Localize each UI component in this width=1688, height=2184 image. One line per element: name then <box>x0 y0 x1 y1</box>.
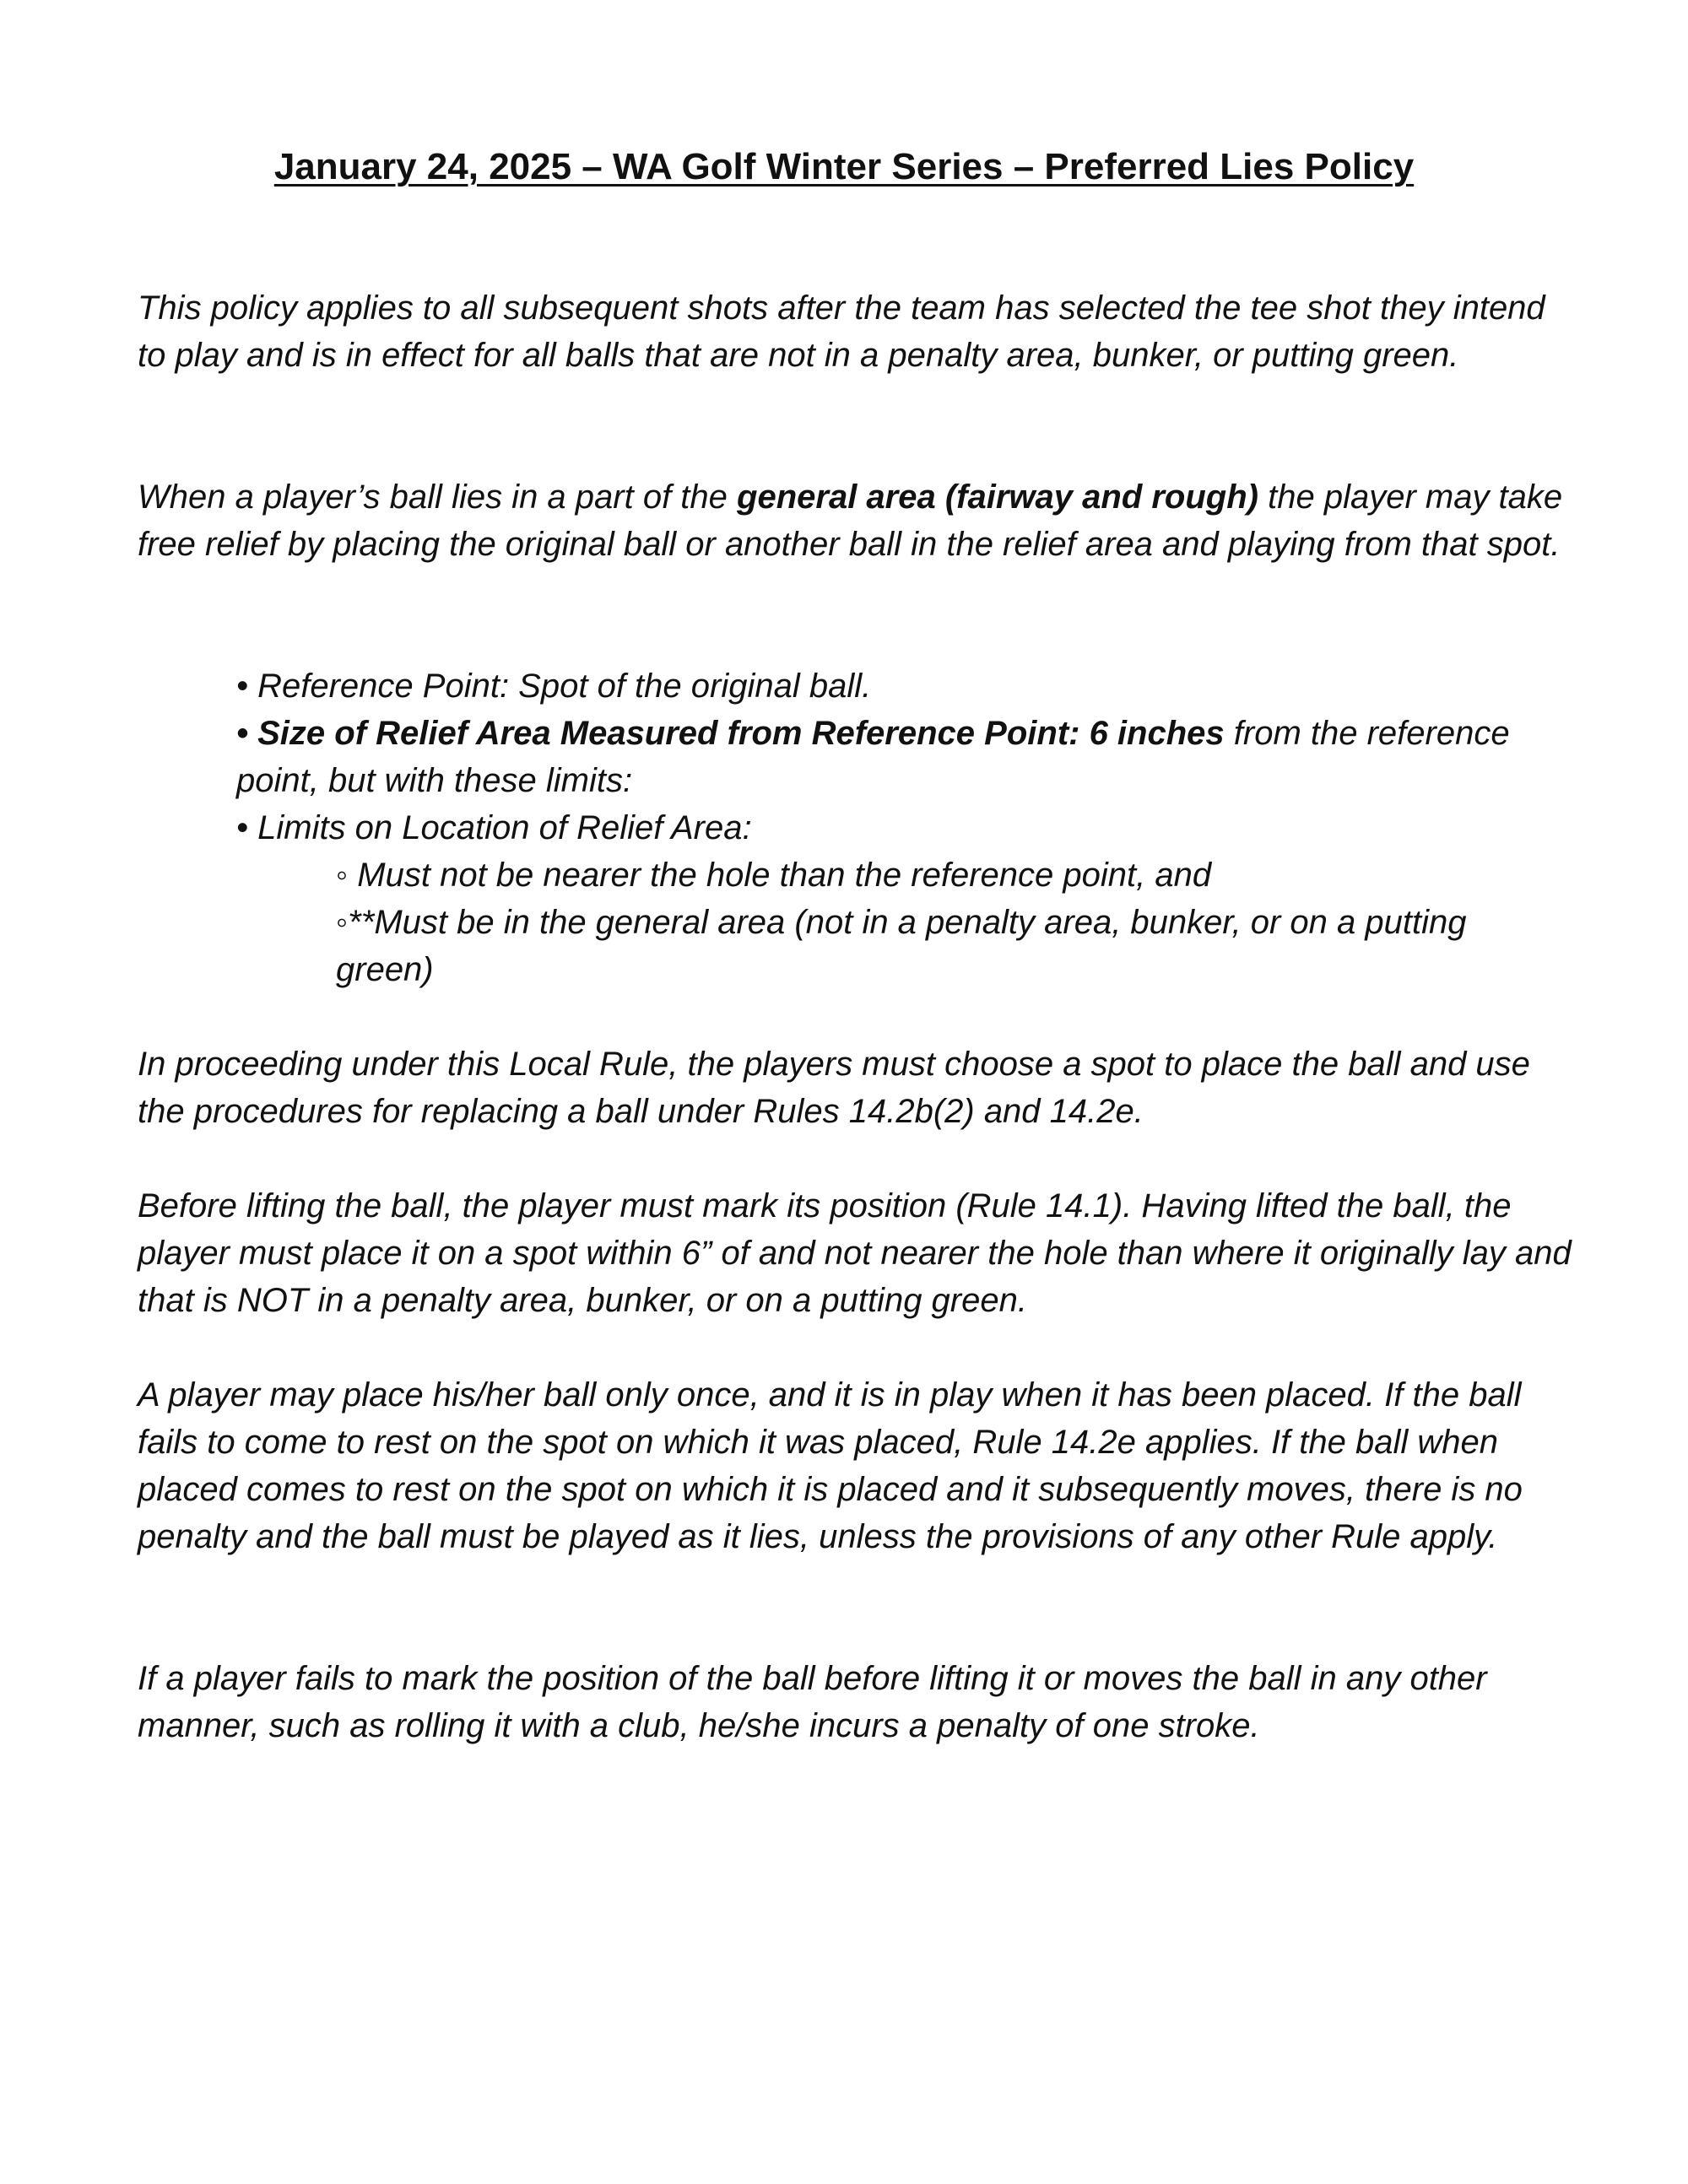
paragraph-mark-position: Before lifting the ball, the player must mark its position (Rule 14.1). Having lifted the ball, the player must place it on a spot within 6” of and not nearer the hole than where it originally lay and that is NOT in a penalty area, bunker, or on a putting green. <box>138 1187 1572 1319</box>
document-title: January 24, 2025 – WA Golf Winter Series – Preferred Lies Policy <box>273 146 1415 187</box>
subbullet-general-area: ◦**Must be in the general area (not in a penalty area, bunker, or on a putting green) <box>336 904 1467 988</box>
paragraph-general-area-lead: When a player’s ball lies in a part of the <box>138 478 738 516</box>
paragraph-general-area <box>138 473 1572 568</box>
relief-bullet-list <box>236 662 1561 851</box>
bullet-relief-size-rest: from the reference point, but with these limits: <box>236 715 1510 799</box>
bullet-relief-size <box>236 710 1561 804</box>
paragraph-procedures: In proceeding under this Local Rule, the players must choose a spot to place the ball and use the procedures for replacing a ball under Rules 14.2b(2) and 14.2e. <box>138 1046 1530 1130</box>
bullet-relief-limits: • Limits on Location of Relief Area: <box>236 809 752 846</box>
paragraph-place-once: A player may place his/her ball only once, and it is in play when it has been placed. If the ball fails to come to rest on the spot on which it was placed, Rule 14.2e applies. If the ball when placed comes to rest on the spot on which it is placed and it subsequently moves, there is no penalty and the ball must be played as it lies, unless the provisions of any other Rule apply. <box>138 1376 1523 1555</box>
subbullet-not-nearer-hole: ◦ Must not be nearer the hole than the reference point, and <box>336 857 1212 894</box>
paragraph-applicability: This policy applies to all subsequent shots after the team has selected the tee shot they intend to play and is in effect for all balls that are not in a penalty area, bunker, or putting green. <box>138 289 1545 374</box>
bullet-reference-point: • Reference Point: Spot of the original ball. <box>236 668 872 705</box>
bullet-relief-size-emphasis: • Size of Relief Area Measured from Reference Point: 6 inches <box>236 715 1225 752</box>
paragraph-penalty: If a player fails to mark the position of the ball before lifting it or moves the ball in any other manner, such as rolling it with a club, he/she incurs a penalty of one stroke. <box>138 1660 1487 1744</box>
relief-limits-sublist <box>336 851 1568 993</box>
paragraph-general-area-tail: the player may take free relief by placing the original ball or another ball in the relief area and playing from that spot. <box>138 478 1563 563</box>
general-area-emphasis: general area (fairway and rough) <box>737 478 1258 516</box>
